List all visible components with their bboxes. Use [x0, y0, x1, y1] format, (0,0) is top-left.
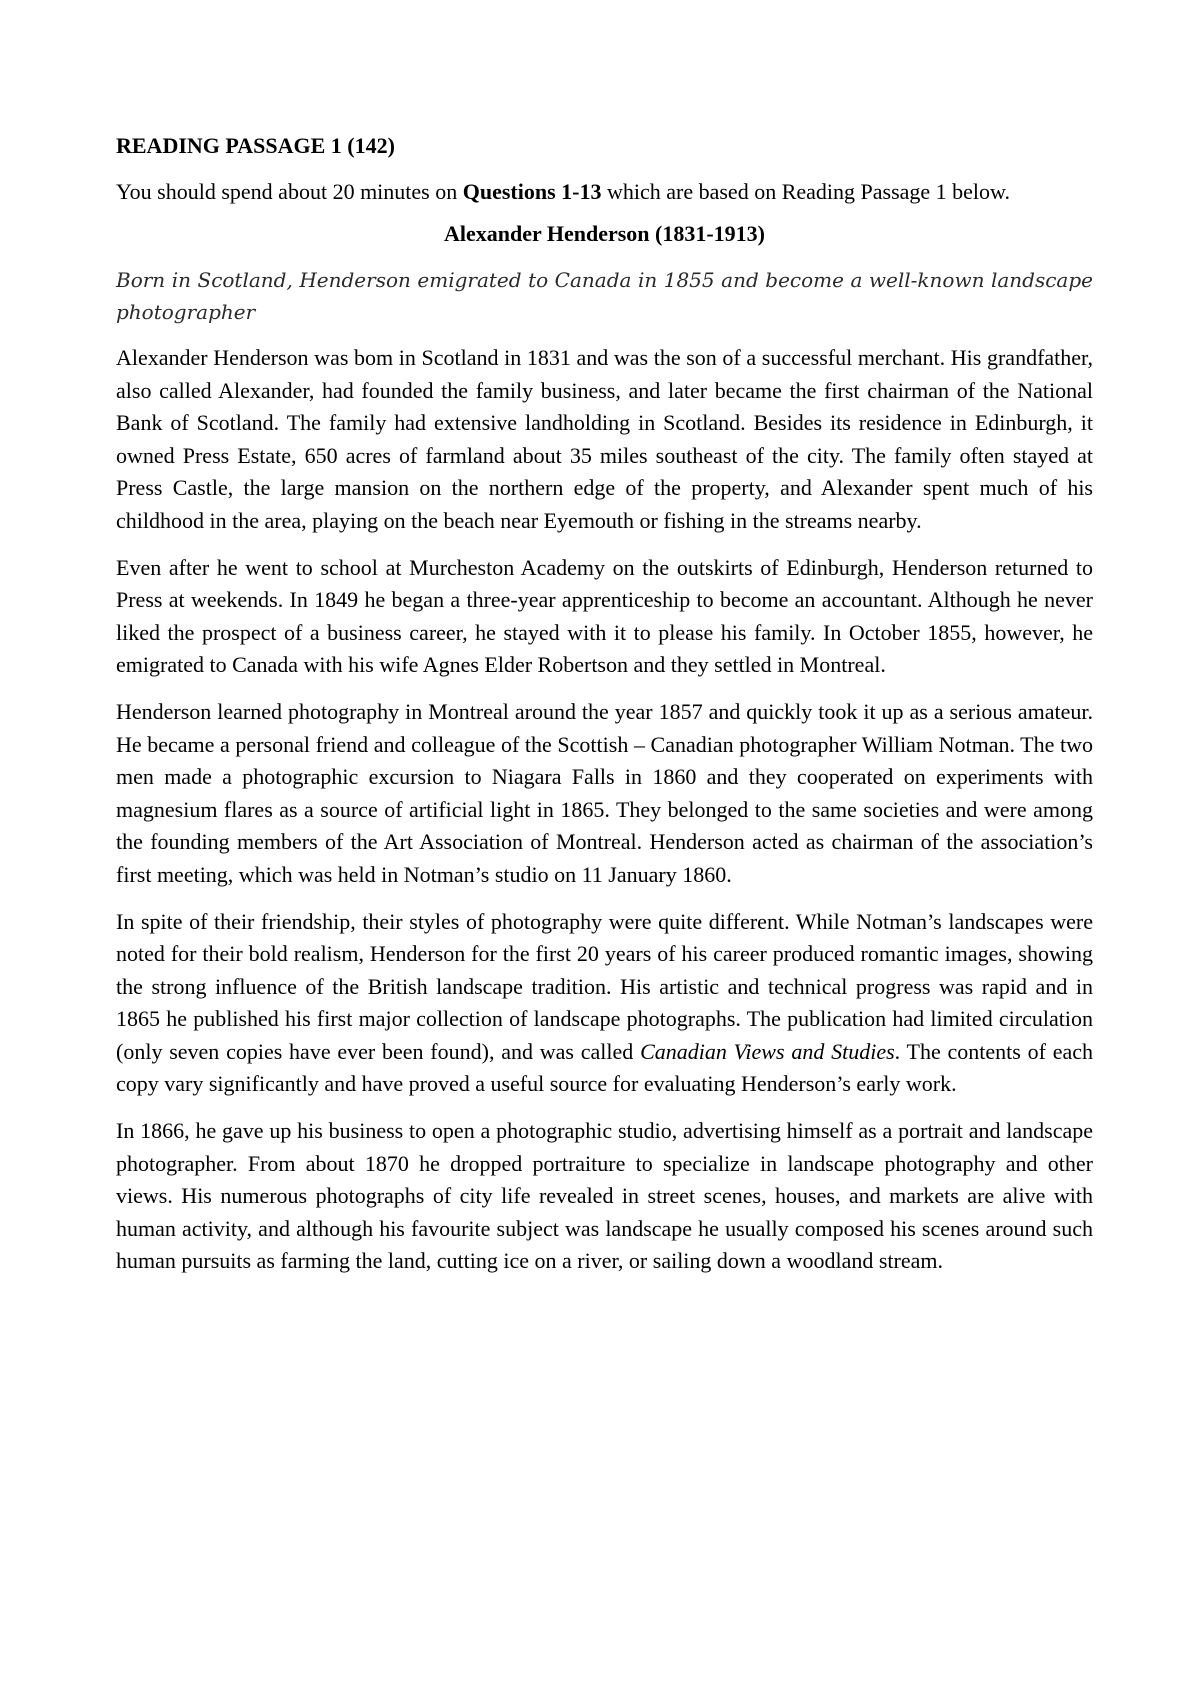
- publication-title: Canadian Views and Studies: [640, 1038, 895, 1064]
- passage-title: READING PASSAGE 1 (142): [116, 133, 395, 158]
- instructions-text-end: which are based on Reading Passage 1 below.: [601, 179, 1010, 204]
- article-title: Alexander Henderson (1831-1913): [443, 221, 766, 246]
- document-page: [116, 116, 1093, 1292]
- paragraph-5: In 1866, he gave up his business to open a photographic studio, advertising himself as a portrait and landscape photographer. From about 1870 he dropped portraiture to specialize in landscape photography and other views. His numerous photographs of city life revealed in street scenes, houses, and markets are alive with human activity, and although his favourite subject was landscape he usually composed his scenes around such human pursuits as farming the land, cutting ice on a river, or sailing down a woodland stream.: [116, 1118, 1093, 1274]
- instructions: [116, 176, 1093, 208]
- article-subtitle: Born in Scotland, Henderson emigrated to Canada in 1855 and become a well-known landscape photographer: [116, 268, 1093, 324]
- paragraph-4-text-end: . The contents of each copy vary significantly and have proved a useful source for evaluating Henderson’s early work.: [116, 1038, 1094, 1097]
- instructions-questions: Questions 1-13: [462, 179, 602, 204]
- paragraph-1: Alexander Henderson was bom in Scotland in 1831 and was the son of a successful merchant. His grandfather, also called Alexander, had founded the family business, and later became the first chairman of the National Bank of Scotland. The family had extensive landholding in Scotland. Besides its residence in Edinburgh, it owned Press Estate, 650 acres of farmland about 35 miles southeast of the city. The family often stayed at Press Castle, the large mansion on the northern edge of the property, and Alexander spent much of his childhood in the area, playing on the beach near Eyemouth or fishing in the streams nearby.: [116, 345, 1093, 533]
- instructions-text: You should spend about 20 minutes on: [116, 179, 463, 204]
- paragraph-4-text: In spite of their friendship, their styles of photography were quite different. While Notman’s landscapes were noted for their bold realism, Henderson for the first 20 years of his career produced romantic images, showing the strong influence of the British landscape tradition. His artistic and technical progress was rapid and in 1865 he published his first major collection of landscape photographs. The publication had limited circulation (only seven copies have ever been found), and was called: [116, 908, 1093, 1064]
- paragraph-3: Henderson learned photography in Montreal around the year 1857 and quickly took it up as a serious amateur. He became a personal friend and colleague of the Scottish – Canadian photographer William Notman. The two men made a photographic excursion to Niagara Falls in 1860 and they cooperated on experiments with magnesium flares as a source of artificial light in 1865. They belonged to the same societies and were among the founding members of the Art Association of Montreal. Henderson acted as chairman of the association’s first meeting, which was held in Notman’s studio on 11 January 1860.: [116, 698, 1093, 887]
- paragraph-4: [116, 906, 1093, 1102]
- paragraph-2: Even after he went to school at Murcheston Academy on the outskirts of Edinburgh, Henderson returned to Press at weekends. In 1849 he began a three-year apprenticeship to become an accountant. Although he never liked the prospect of a business career, he stayed with it to please his family. In October 1855, however, he emigrated to Canada with his wife Agnes Elder Robertson and they settled in Montreal.: [116, 554, 1093, 678]
